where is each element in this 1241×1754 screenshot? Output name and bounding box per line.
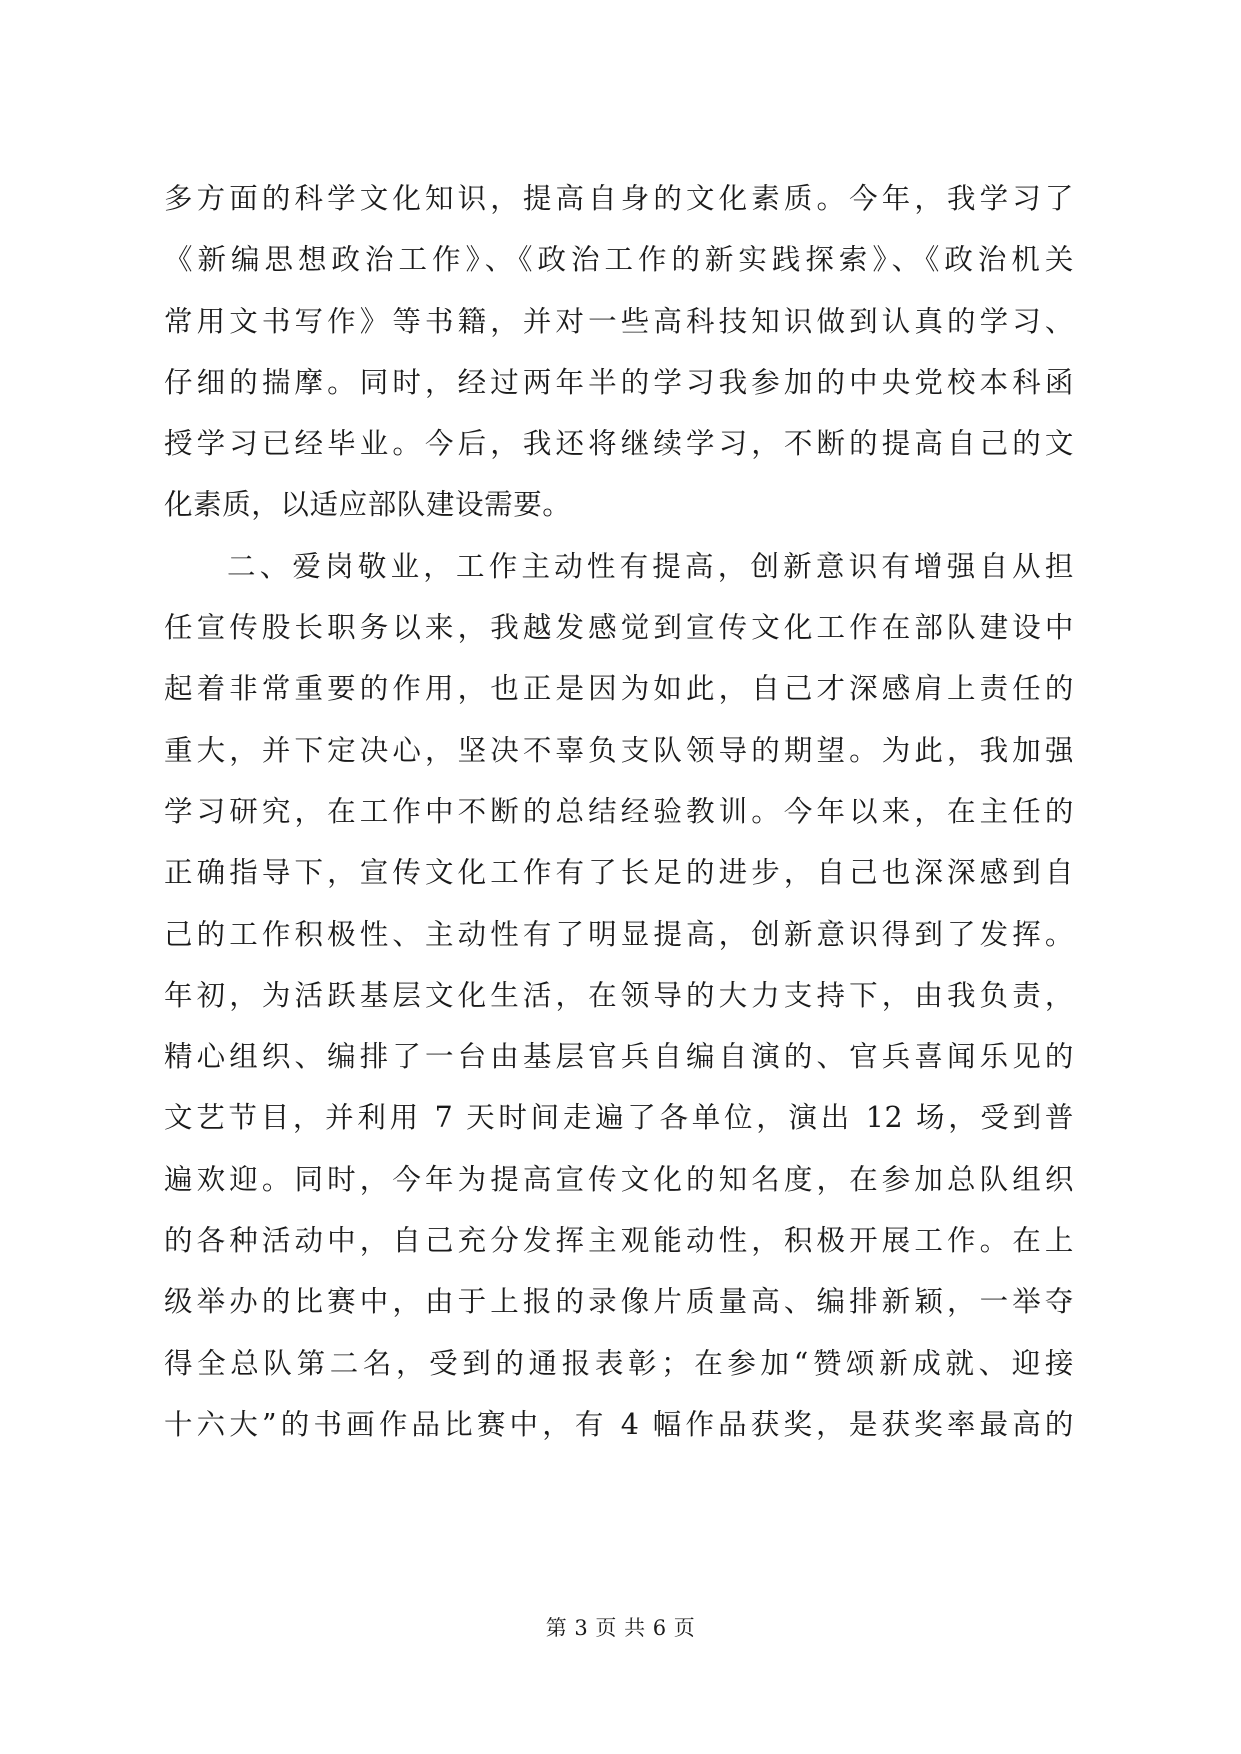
text-line: 仔细的揣摩。同时，经过两年半的学习我参加的中央党校本科函 [164,365,1074,399]
text-line: 常用文书写作》等书籍，并对一些高科技知识做到认真的学习、 [164,304,1074,338]
page-number-footer: 第 3 页 共 6 页 [545,1616,696,1640]
text-line: 任宣传股长职务以来，我越发感觉到宣传文化工作在部队建设中 [164,611,1074,645]
text-line: 己的工作积极性、主动性有了明显提高，创新意识得到了发挥。 [164,917,1074,951]
text-line: 的各种活动中，自己充分发挥主观能动性，积极开展工作。在上 [164,1224,1074,1258]
text-line: 得全总队第二名，受到的通报表彰；在参加“赞颂新成就、迎接 [164,1346,1074,1380]
body-text [164,168,1074,1455]
text-line: 十六大”的书画作品比赛中，有 4 幅作品获奖，是获奖率最高的 [164,1407,1074,1441]
text-line: 年初，为活跃基层文化生活，在领导的大力支持下，由我负责， [164,978,1074,1012]
text-line: 级举办的比赛中，由于上报的录像片质量高、编排新颖，一举夺 [164,1285,1074,1319]
text-line: 学习研究，在工作中不断的总结经验教训。今年以来，在主任的 [164,794,1074,828]
text-line-paragraph-start: 二、爱岗敬业，工作主动性有提高，创新意识有增强自从担 [227,549,1074,583]
text-line: 《新编思想政治工作》、《政治工作的新实践探索》、《政治机关 [164,243,1074,277]
text-line: 重大，并下定决心，坚决不辜负支队领导的期望。为此，我加强 [164,733,1074,767]
text-line: 多方面的科学文化知识，提高自身的文化素质。今年，我学习了 [164,182,1074,215]
text-line: 起着非常重要的作用，也正是因为如此，自己才深感肩上责任的 [164,672,1074,706]
text-line: 精心组织、编排了一台由基层官兵自编自演的、官兵喜闻乐见的 [164,1040,1074,1074]
text-line: 文艺节目，并利用 7 天时间走遍了各单位，演出 12 场，受到普 [164,1101,1074,1135]
text-line: 遍欢迎。同时，今年为提高宣传文化的知名度，在参加总队组织 [164,1162,1074,1196]
text-line-paragraph-end: 化素质，以适应部队建设需要。 [164,488,572,522]
text-line: 授学习已经毕业。今后，我还将继续学习，不断的提高自己的文 [164,427,1074,461]
text-line: 正确指导下，宣传文化工作有了长足的进步，自己也深深感到自 [164,856,1074,890]
